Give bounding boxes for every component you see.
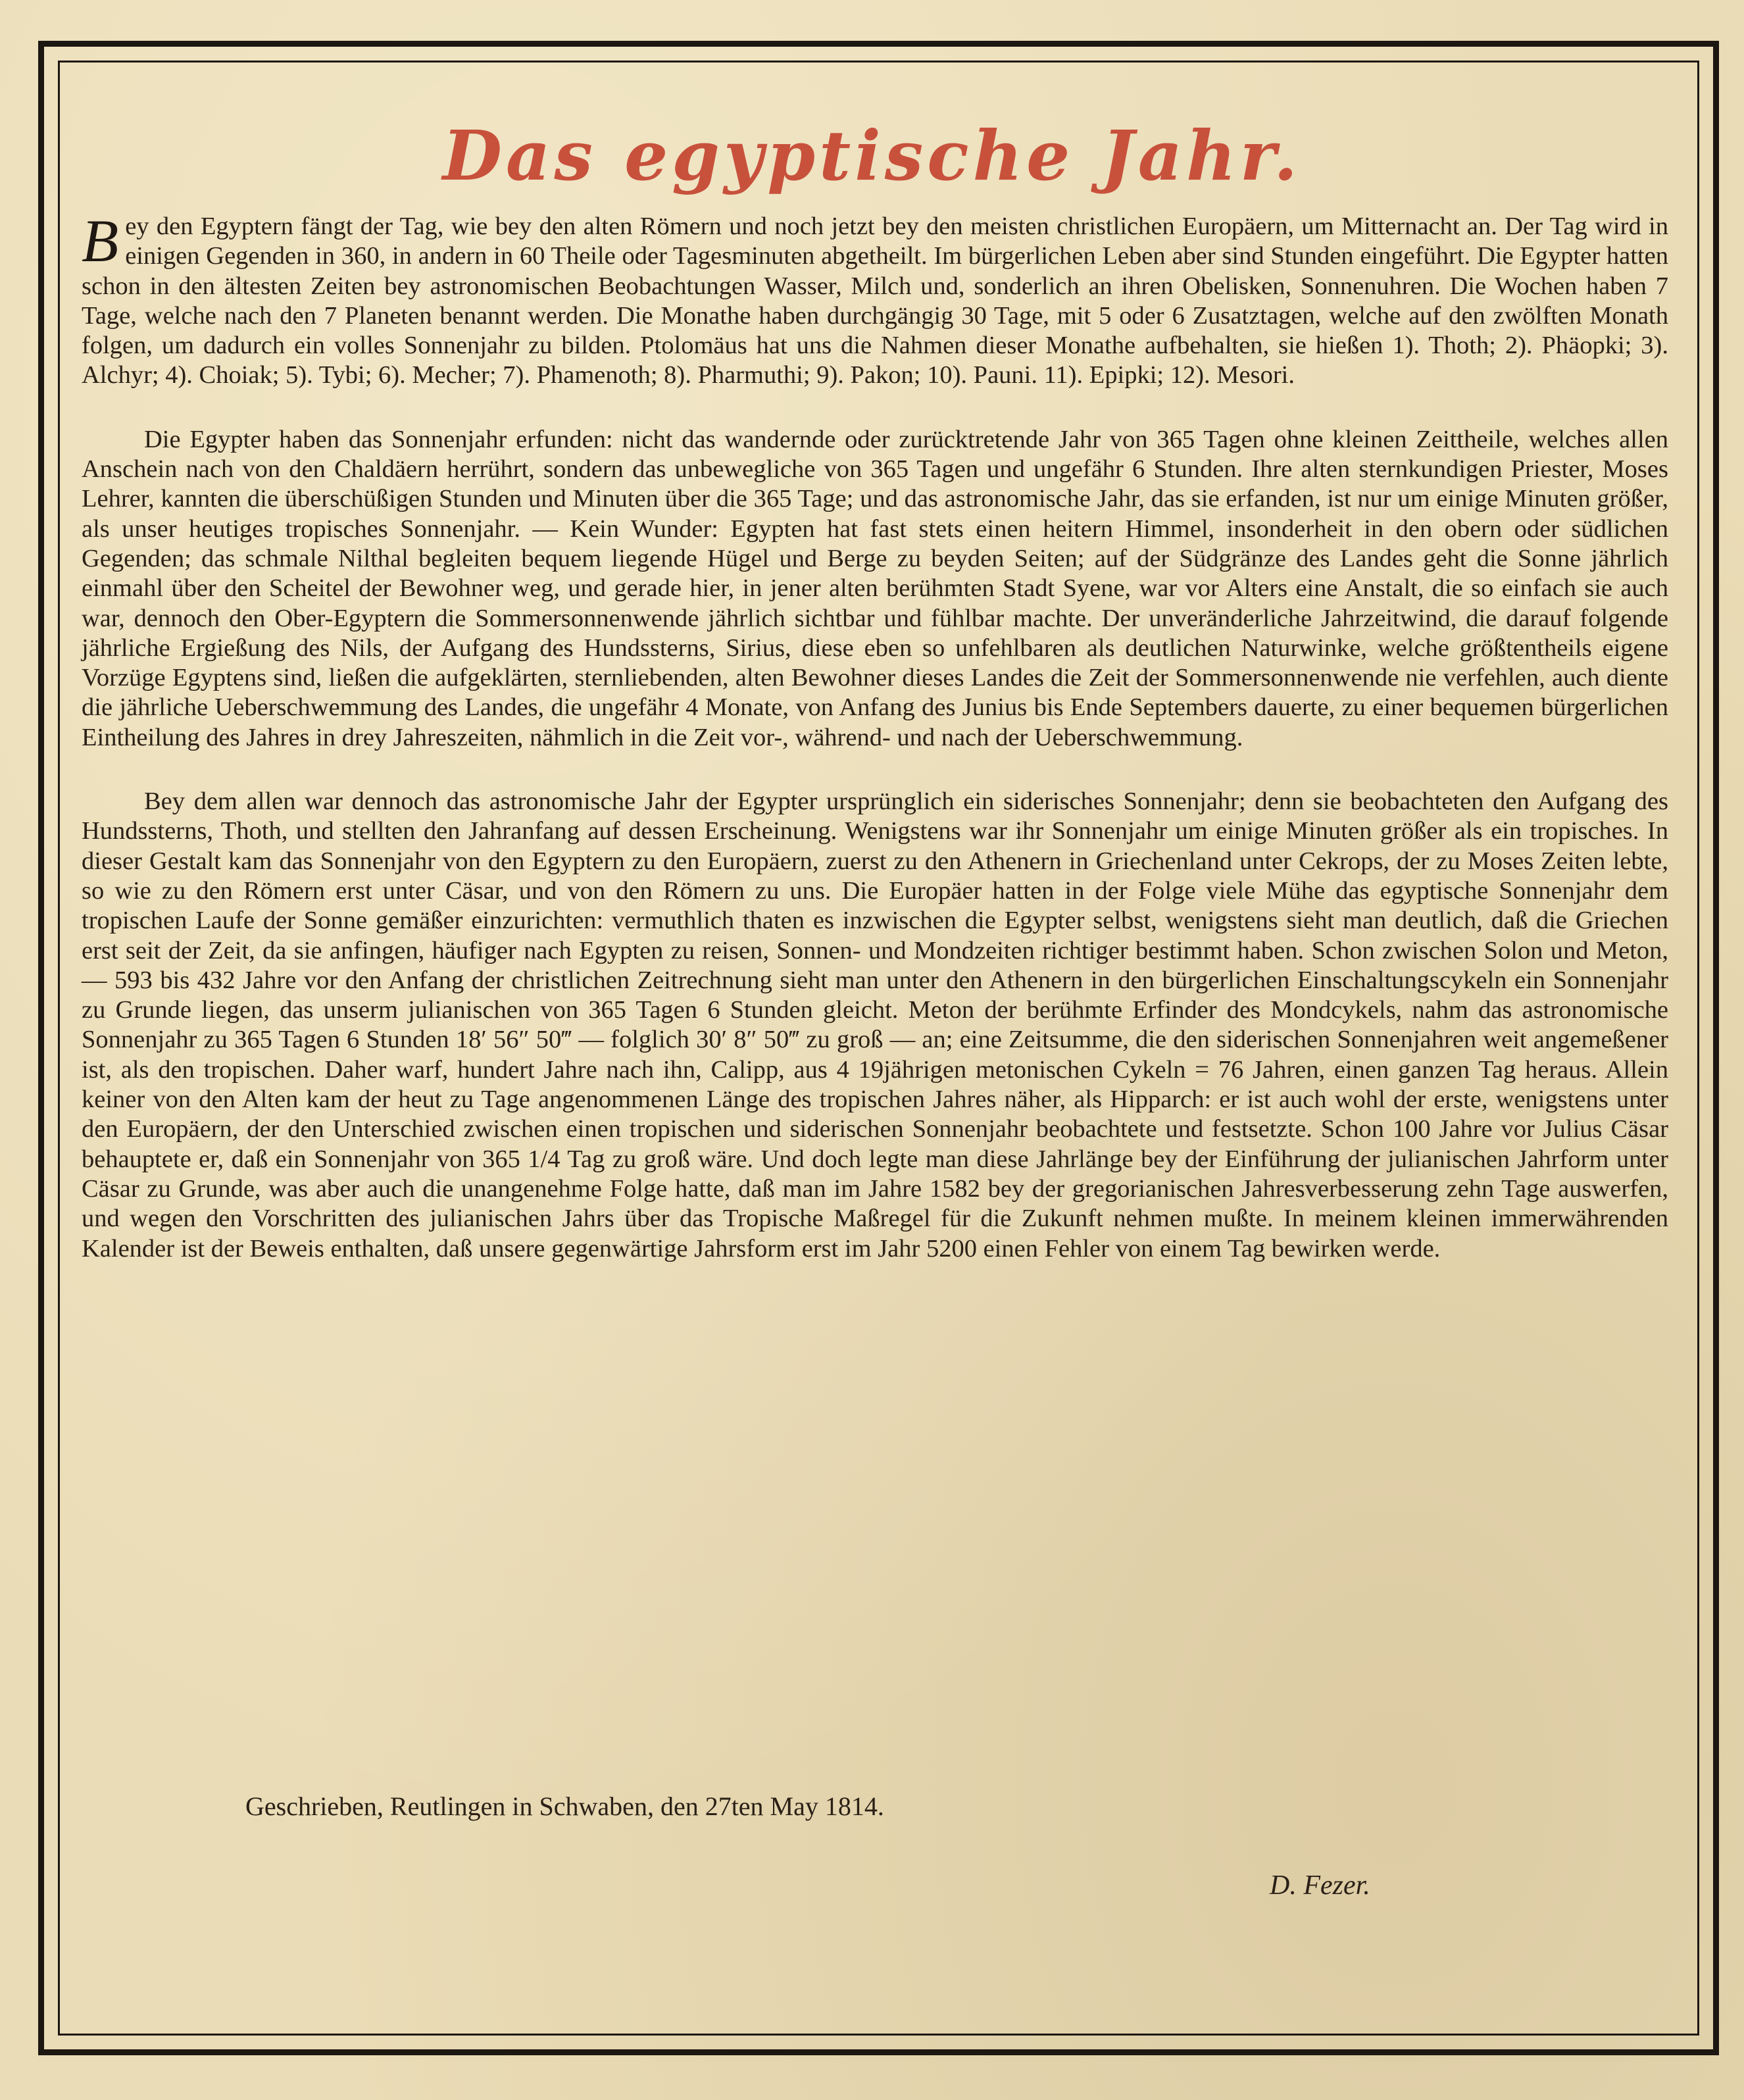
- paragraph-2: Die Egypter haben das Sonnenjahr erfunden: nicht das wandernde oder zurücktretende Jahr von 365 Tagen ohne kleinen Zeittheile, welches allen Anschein nach von den Chaldäern herrührt, sondern das unbewegliche von 365 Tagen und ungefähr 6 Stunden. Ihre alten sternkundigen Priester, Moses Lehrer, kannten die überschüßigen Stunden und Minuten über die 365 Tage; und das astronomische Jahr, das sie erfanden, ist nur um einige Minuten größer, als unser heutiges tropisches Sonnenjahr. — Kein Wunder: Egypten hat fast stets einen heitern Himmel, insonderheit in den obern oder südlichen Gegenden; das schmale Nilthal begleiten bequem liegende Hügel und Berge zu beyden Seiten; auf der Südgränze des Landes geht die Sonne jährlich einmahl über den Scheitel der Bewohner weg, und gerade hier, in jener alten berühmten Stadt Syene, war vor Alters eine Anstalt, die so einfach sie auch war, dennoch den Ober-Egyptern die Sommersonnenwende jährlich sichtbar und fühlbar machte. Der unveränderliche Jahrzeitwind, die darauf folgende jährliche Ergießung des Nils, der Aufgang des Hundssterns, Sirius, diese eben so unfehlbaren als deutlichen Naturwinke, welche größtentheils eigene Vorzüge Egyptens sind, ließen die aufgeklärten, sternliebenden, alten Bewohner dieses Landes die Zeit der Sommersonnenwende nie verfehlen, auch diente die jährliche Ueberschwemmung des Landes, die ungefähr 4 Monate, von Anfang des Junius bis Ende Septembers dauerte, zu einer bequemen bürgerlichen Eintheilung des Jahres in drey Jahreszeiten, nähmlich in die Zeit vor-, während- und nach der Ueberschwemmung.: [82, 425, 1668, 751]
- paragraph-1: [82, 207, 1668, 391]
- author-signature: D. Fezer.: [1270, 1870, 1370, 1901]
- article-body: [82, 207, 1668, 1298]
- document-title: Das egyptische Jahr.: [442, 115, 1302, 196]
- signature-place-date: Geschrieben, Reutlingen in Schwaben, den 27ten May 1814.: [245, 1791, 884, 1821]
- paragraph-1-text: ey den Egyptern fängt der Tag, wie bey den alten Römern und noch jetzt bey den meisten christlichen Europäern, um Mitternacht an. Der Tag wird in einigen Gegenden in 360, in andern in 60 Theile oder Tagesminuten abgetheilt. Im bürgerlichen Leben aber sind Stunden eingeführt. Die Egypter hatten schon in den ältesten Zeiten bey astronomischen Beobachtungen Wasser, Milch und, sonderlich an ihren Obelisken, Sonnenuhren. Die Wochen haben 7 Tage, welche nach den 7 Planeten benannt werden. Die Monathe haben durchgängig 30 Tage, mit 5 oder 6 Zusatztagen, welche auf den zwölften Monath folgen, um dadurch ein volles Sonnenjahr zu bilden. Ptolomäus hat uns die Nahmen dieser Monathe aufbehalten, sie hießen 1). Thoth; 2). Phäopki; 3). Alchyr; 4). Choiak; 5). Tybi; 6). Mecher; 7). Phamenoth; 8). Pharmuthi; 9). Pakon; 10). Pauni. 11). Epipki; 12). Mesori.: [82, 213, 1668, 389]
- paragraph-3: Bey dem allen war dennoch das astronomische Jahr der Egypter ursprünglich ein siderisches Sonnenjahr; denn sie beobachteten den Aufgang des Hundssterns, Thoth, und stellten den Jahranfang auf dessen Erscheinung. Wenigstens war ihr Sonnenjahr um einige Minuten größer als ein tropisches. In dieser Gestalt kam das Sonnenjahr von den Egyptern zu den Europäern, zuerst zu den Athenern in Griechenland unter Cekrops, der zu Moses Zeiten lebte, so wie zu den Römern erst unter Cäsar, und von den Römern zu uns. Die Europäer hatten in der Folge viele Mühe das egyptische Sonnenjahr dem tropischen Laufe der Sonne gemäßer einzurichten: vermuthlich thaten es inzwischen die Egypter selbst, wenigstens sieht man deutlich, daß die Griechen erst seit der Zeit, da sie anfingen, häufiger nach Egypten zu reisen, Sonnen- und Mondzeiten richtiger bestimmt haben. Schon zwischen Solon und Meton, — 593 bis 432 Jahre vor den Anfang der christlichen Zeitrechnung sieht man unter den Athenern in den bürgerlichen Einschaltungscykeln ein Sonnenjahr zu Grunde liegen, das unserm julianischen von 365 Tagen 6 Stunden gleicht. Meton der berühmte Erfinder des Mondcykels, nahm das astronomische Sonnenjahr zu 365 Tagen 6 Stunden 18′ 56″ 50‴ — folglich 30′ 8″ 50‴ zu groß — an; eine Zeitsumme, die den siderischen Sonnenjahren weit angemeßener ist, als den tropischen. Daher warf, hundert Jahre nach ihn, Calipp, aus 4 19jährigen metonischen Cykeln = 76 Jahren, einen ganzen Tag heraus. Allein keiner von den Alten kam der heut zu Tage angenommenen Länge des tropischen Jahres näher, als Hipparch: er ist auch wohl der erste, wenigstens unter den Europäern, der den Unterschied zwischen einen tropischen und siderischen Sonnenjahr beobachtete und festsetzte. Schon 100 Jahre vor Julius Cäsar behauptete er, daß ein Sonnenjahr von 365 1/4 Tag zu groß wäre. Und doch legte man diese Jahrlänge bey der Einführung der julianischen Jahrform unter Cäsar zu Grunde, was aber auch die unangenehme Folge hatte, daß man im Jahre 1582 bey der gregorianischen Jahresverbesserung zehn Tage auswerfen, und wegen den Vorschritten des julianischen Jahrs über das Tropische Maßregel für die Zukunft nehmen mußte. In meinem kleinen immerwährenden Kalender ist der Beweis enthalten, daß unsere gegenwärtige Jahrsform erst im Jahr 5200 einen Fehler von einem Tag bewirken werde.: [82, 788, 1668, 1262]
- drop-cap-initial: B: [82, 207, 119, 274]
